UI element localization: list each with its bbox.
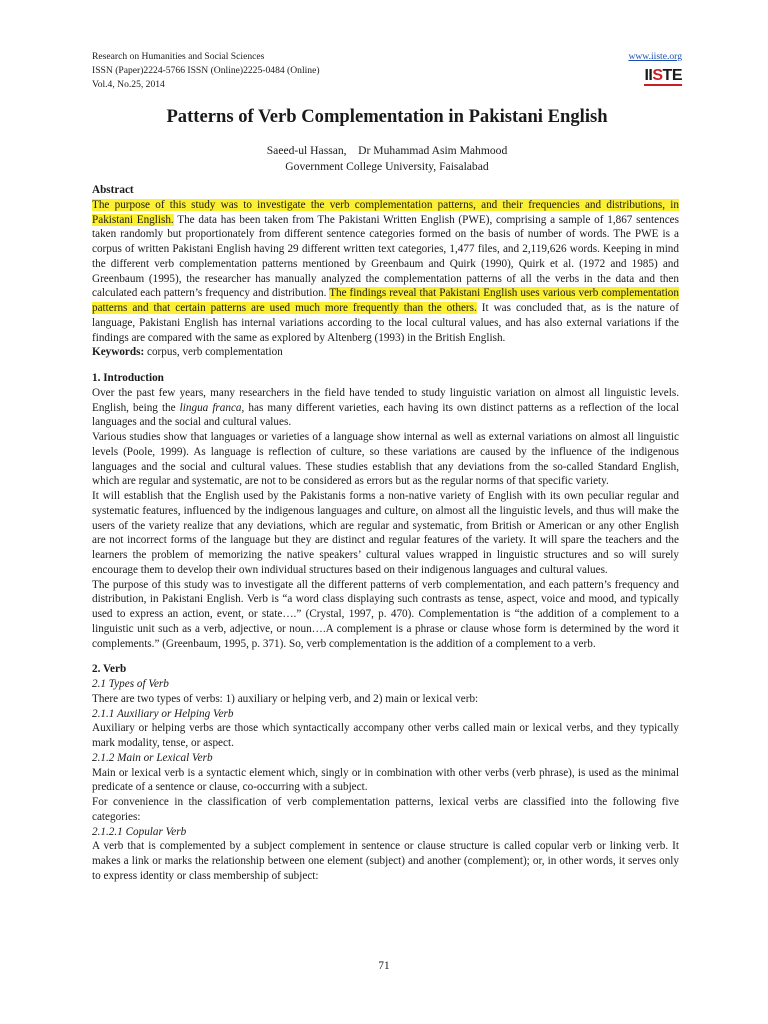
paragraph-2-1-2-1: A verb that is complemented by a subject complement in sentence or clause structure is called copular verb or linking verb. It makes a link or marks the relationship between one element (subject) and another (complement); or, in other words, it serves only to express identity or class membership of subject:	[92, 840, 679, 882]
paragraph-2-1: There are two types of verbs: 1) auxiliary or helping verb, and 2) main or lexical verb:	[92, 692, 479, 705]
affiliation: Government College University, Faisalabad	[285, 160, 489, 173]
issn-line: ISSN (Paper)2224-5766 ISSN (Online)2225-0484 (Online)	[92, 65, 320, 76]
subsection-2-1-1: 2.1.1 Auxiliary or Helping Verb	[92, 707, 234, 720]
abstract-text-2: It was concluded that, as is the nature of language, Pakistani English has internal variations according to the local cultural values, and has also external variations if the findings are compared with the same as explored by Altenberg (1993) in the British English.	[92, 302, 679, 344]
subsection-2-1-2-1: 2.1.2.1 Copular Verb	[92, 825, 187, 838]
keywords-line	[92, 345, 679, 360]
intro-p1-end: , has many different varieties, each having its own distinct patterns as a reflection of the local languages and the social and cultural values.	[92, 401, 679, 429]
abstract-paragraph	[92, 198, 679, 346]
abstract-text-1: The data has been taken from The Pakistani Written English (PWE), comprising a sample of 1,867 sentences taken randomly but proportionately from different sentence categories formed on the basis of number of words. The PWE is a corpus of written Pakistani English having 29 different written text categories, 1,477 files, and 2,119,626 words. Keeping in mind the different verb complementation patterns mentioned by Greenbaum and Quirk (1990), Quirk et al. (1972 and 1985) and Greenbaum (1995), the researcher has manually analyzed the complementation patterns of all the verbs in the data and then calculated each pattern’s frequency and distribution.	[92, 213, 679, 300]
abstract-highlight-2: The findings reveal that Pakistani English uses various verb complementation patterns and that certain patterns are used much more frequently than the others.	[92, 287, 679, 314]
iiste-logo	[644, 68, 682, 86]
intro-p1-start: Over the past few years, many researchers in the field have tended to study linguistic variation on almost all linguistic levels. English, being the	[92, 386, 679, 414]
author-block	[92, 143, 682, 175]
paper-body	[92, 183, 679, 884]
abstract-highlight-1: The purpose of this study was to investigate the verb complementation patterns, and their frequencies and distributions, in Pakistani English.	[92, 198, 679, 226]
journal-url-link[interactable]: www.iiste.org	[628, 51, 682, 62]
paragraph-2-1-2-a: Main or lexical verb is a syntactic element which, singly or in combination with other verbs (verb phrase), is used as the minimal predicate of a sentence or clause, co-occurring with a subject.	[92, 766, 679, 794]
paragraph-2-1-2-b: For convenience in the classification of verb complementation patterns, lexical verbs are classified into the following five categories:	[92, 796, 679, 823]
paragraph-2-1-1: Auxiliary or helping verbs are those which syntactically accompany other verbs called main or lexical verbs, and they typically mark modality, tense, or aspect.	[92, 722, 679, 749]
paper-title: Patterns of Verb Complementation in Pakistani English	[166, 106, 608, 127]
lingua-franca-term: lingua franca	[179, 401, 242, 414]
iiste-logo-mark: IISTE	[644, 67, 682, 84]
journal-name: Research on Humanities and Social Sciences	[92, 51, 265, 62]
keywords-label: Keywords:	[92, 346, 145, 359]
intro-paragraph-1	[92, 386, 679, 430]
intro-heading: 1. Introduction	[92, 372, 164, 384]
keywords-text: corpus, verb complementation	[144, 346, 283, 359]
volume-line: Vol.4, No.25, 2014	[92, 79, 165, 90]
author-names: Saeed-ul Hassan, Dr Muhammad Asim Mahmood	[266, 144, 508, 157]
abstract-heading: Abstract	[92, 184, 134, 196]
page-number: 71	[378, 960, 390, 972]
intro-paragraph-3: It will establish that the English used by the Pakistanis forms a non-native variety of English with its own peculiar regular and systematic features, influenced by the indigenous languages and culture, on almost all the linguistic levels, and thus will make the users of the variety realize that any deviations, which are regular and systematic, from British or American or any other English are not incorrect forms of the language but they are distinct and regular features of the variety. It will spare the teachers and the learners the problem of memorizing the native speakers’ cultural values wrapped in linguistic structures and so will surely encourage them to develop their own individual structures based on their indigenous languages and cultural values.	[92, 490, 679, 576]
intro-paragraph-4: The purpose of this study was to investigate all the different patterns of verb complementation, and each pattern’s frequency and distribution, in Pakistani English. Verb is “a word class displaying such contrasts as tense, aspect, voice and mood, and typically used to express an action, event, or state….” (Crystal, 1997, p. 470). Complementation is “the addition of a complement to a linguistic unit such as a verb, adjective, or noun….A complement is a phrase or clause whose form is determined by the word it complements.” (Greenbaum, 1995, p. 371). So, verb complementation is the addition of a complement to a verb.	[92, 578, 679, 650]
header-right	[628, 50, 682, 86]
page-header	[92, 50, 682, 92]
subsection-2-1: 2.1 Types of Verb	[92, 678, 169, 690]
verb-heading: 2. Verb	[92, 663, 127, 676]
subsection-2-1-2: 2.1.2 Main or Lexical Verb	[92, 751, 213, 764]
intro-paragraph-2: Various studies show that languages or varieties of a language show internal as well as external variations on almost all linguistic levels (Poole, 1999). As language is reflection of culture, so these variations are caused by the influence of the indigenous languages and the social and cultural values. These studies establish that any deviations from the so-called Standard English, which are regular and systematic, are not to be considered as errors but as the regular norms of that specific variety.	[92, 431, 679, 488]
